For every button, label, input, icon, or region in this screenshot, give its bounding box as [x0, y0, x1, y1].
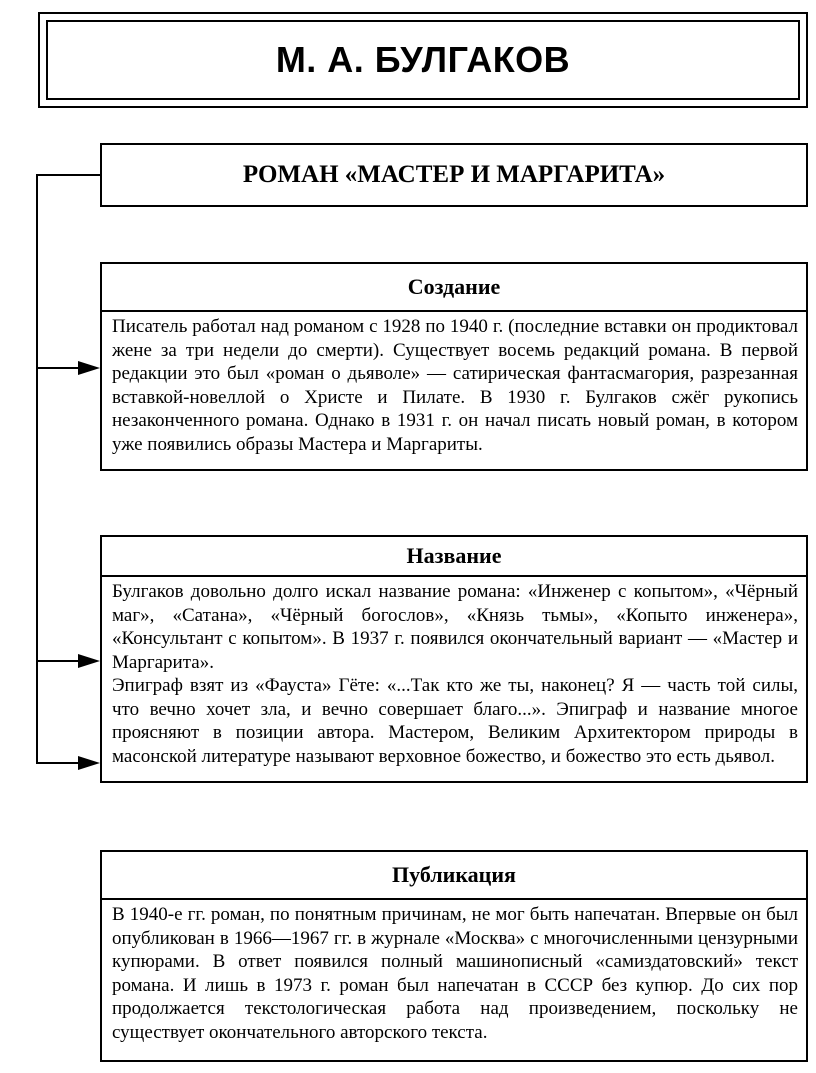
section-heading: Создание: [102, 264, 806, 312]
connector-to-subtitle: [36, 174, 100, 176]
section-heading: Публикация: [102, 852, 806, 900]
connector-publication-line: [36, 762, 80, 764]
arrow-publication-icon: [78, 756, 100, 770]
section-publication: [100, 850, 808, 1062]
section-creation: [100, 262, 808, 471]
subtitle-box: [100, 143, 808, 207]
connector-vertical-line: [36, 174, 38, 764]
arrow-name-icon: [78, 654, 100, 668]
section-paragraph: Эпиграф взят из «Фауста» Гёте: «...Так кто же ты, наконец? Я — часть той силы, что вечно хочет зла, и вечно совершает благо...». Эпиграф и название многое проясняют в позиции автора. Мастером, Великим Архитектором природы в масонской литературе называют верховное божество, и божество это есть дьявол.: [112, 675, 798, 767]
section-paragraph: Писатель работал над романом с 1928 по 1940 г. (последние вставки он продиктовал жене за три недели до смерти). Существует восемь редакций романа. В первой редакции это был «роман о дьяволе» — сатирическая фантасмагория, разрезанная вставкой-новеллой о Христе и Пилате. В 1930 г. Булгаков сжёг рукопись незаконченного романа. Однако в 1931 г. он начал писать новый роман, в котором уже появились образы Мастера и Маргариты.: [112, 316, 798, 455]
title-inner-frame: [46, 20, 800, 100]
section-title-origin: [100, 535, 808, 783]
section-paragraph: Булгаков довольно долго искал название романа: «Инженер с копытом», «Чёрный маг», «Сатана», «Чёрный богослов», «Князь тьмы», «Копыто инженера», «Консультант с копытом». В 1937 г. появился окончательный вариант — «Мастер и Маргарита».: [112, 581, 798, 673]
title-frame: [38, 12, 808, 108]
section-body: [102, 900, 806, 1050]
section-heading: Название: [102, 537, 806, 577]
connector-creation-line: [36, 367, 80, 369]
page-title: М. А. БУЛГАКОВ: [275, 39, 571, 80]
arrow-creation-icon: [78, 361, 100, 375]
novel-title: РОМАН «МАСТЕР И МАРГАРИТА»: [242, 161, 666, 188]
connector-name-line: [36, 660, 80, 662]
section-body: [102, 312, 806, 462]
section-body: [102, 577, 806, 774]
section-paragraph: В 1940-е гг. роман, по понятным причинам, не мог быть напечатан. Впервые он был опубликован в 1966—1967 гг. в журнале «Москва» с многочисленными цензурными купюрами. В ответ появился полный машинописный «самиздатовский» текст романа. И лишь в 1973 г. роман был напечатан в СССР без купюр. До сих пор продолжается текстологическая работа над произведением, поскольку не существует окончательного авторского текста.: [112, 904, 798, 1043]
